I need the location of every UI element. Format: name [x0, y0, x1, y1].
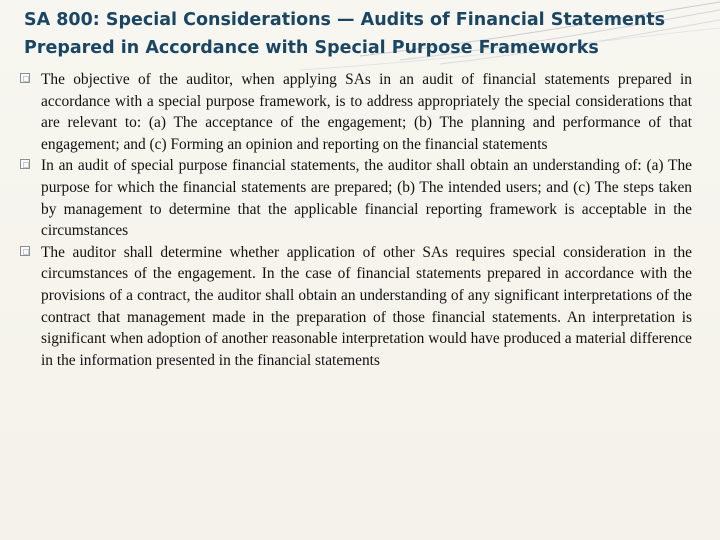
bullet-text: The objective of the auditor, when applying SAs in an audit of financial statements prepared in accordance with a special purpose framework, is to address appropriately the special considerations that are relevant to: (a) The acceptance of the engagement; (b) The planning and performance of that engagement; and (c) Forming an opinion and reporting on the financial statements [41, 71, 692, 153]
bullet-item [20, 69, 692, 155]
bullet-box-icon [20, 246, 30, 256]
slide-title [24, 6, 704, 62]
bullet-box-icon [20, 159, 30, 169]
bullet-list [20, 69, 692, 371]
bullet-item [20, 155, 692, 241]
bullet-item [20, 242, 692, 372]
bullet-box-icon [20, 73, 30, 83]
bullet-text: The auditor shall determine whether application of other SAs requires special consideration in the circumstances of the engagement. In the case of financial statements prepared in accordance with the provisions of a contract, the auditor shall obtain an understanding of any significant interpretations of the contract that management made in the preparation of those financial statements. An interpretation is significant when adoption of another reasonable interpretation would have produced a material difference in the information presented in the financial statements [41, 243, 692, 369]
slide-title-line-2: Prepared in Accordance with Special Purpose Frameworks [24, 38, 599, 58]
slide-title-line-1: SA 800: Special Considerations — Audits of Financial Statements [24, 10, 666, 30]
bullet-text: In an audit of special purpose financial statements, the auditor shall obtain an understanding of: (a) The purpose for which the financial statements are prepared; (b) The intended users; and (c) The steps taken by management to determine that the applicable financial reporting framework is acceptable in the circumstances [41, 157, 692, 240]
